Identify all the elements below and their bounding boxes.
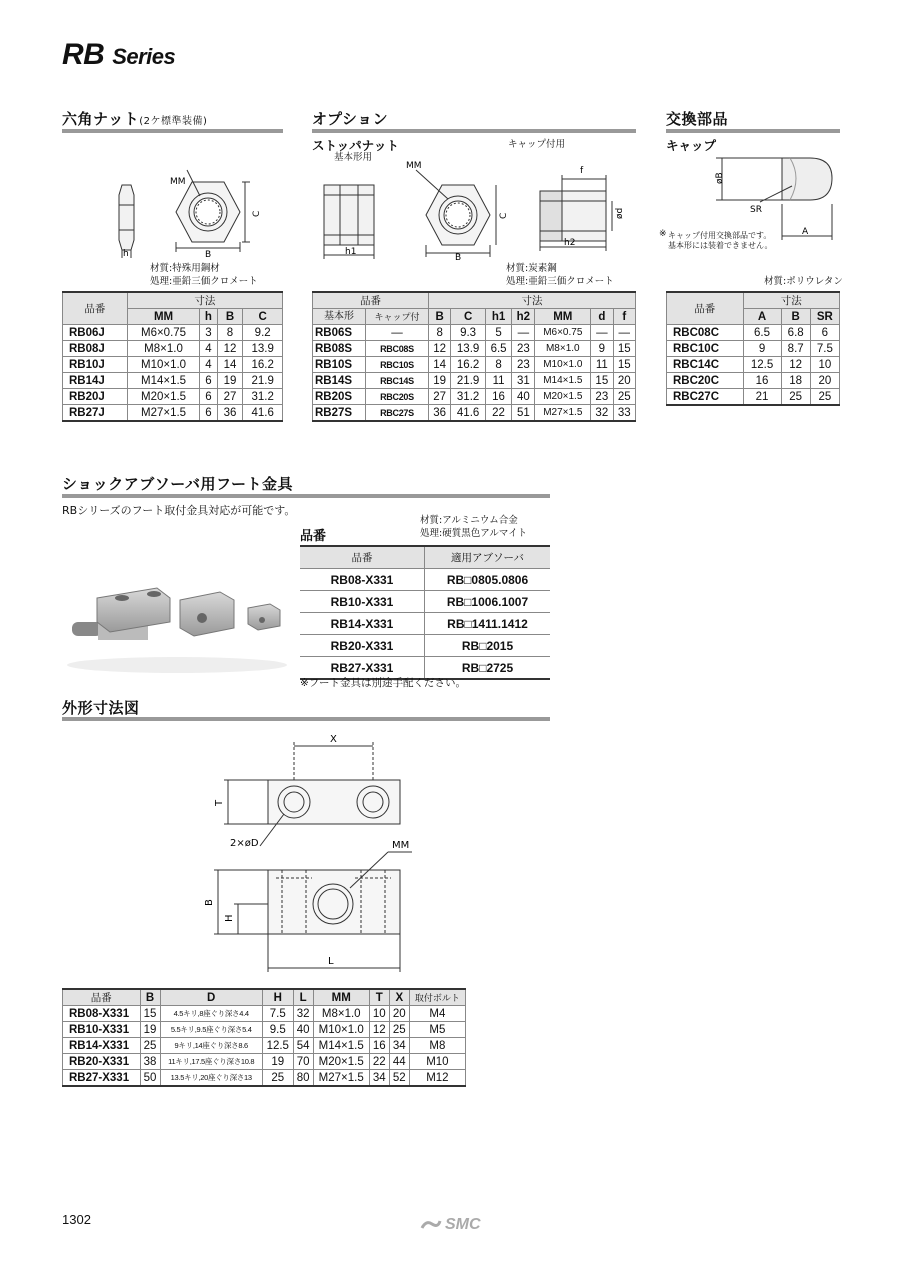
cell: 27 <box>217 389 243 405</box>
cap-col: B <box>781 309 810 325</box>
table-row <box>63 1054 466 1070</box>
cell: 33 <box>613 405 635 422</box>
mount-note: ※フート金具は別途手配ください。 <box>300 677 466 689</box>
stopper-label-f: f <box>580 166 584 176</box>
outline-col: X <box>389 989 409 1006</box>
cell: M10×1.0 <box>127 357 199 373</box>
cell: 38 <box>140 1054 160 1070</box>
stopper-label-c: C <box>499 212 509 219</box>
table-row <box>63 389 283 405</box>
cell: M27×1.5 <box>535 405 591 422</box>
part-number: RB08-X331 <box>63 1006 141 1022</box>
part-number: RB27S <box>313 405 366 422</box>
absorber-model: RB□0805.0806 <box>425 569 551 591</box>
options-heading-bar <box>312 129 636 133</box>
series-name: RB <box>62 38 105 71</box>
cell: 25 <box>810 389 839 406</box>
hex-nut-label-c: C <box>252 210 262 217</box>
cell: M20×1.5 <box>127 389 199 405</box>
cell: 25 <box>140 1038 160 1054</box>
outline-title: 外形寸法図 <box>62 699 140 717</box>
part-number: RB14-X331 <box>63 1038 141 1054</box>
cell: 15 <box>140 1006 160 1022</box>
cell: 18 <box>781 373 810 389</box>
table-row <box>63 325 283 341</box>
cell: 12.5 <box>743 357 781 373</box>
cell: 9 <box>743 341 781 357</box>
cell: — <box>591 325 613 341</box>
outline-label-t: T <box>214 799 225 806</box>
hex-nut-col-part: 品番 <box>63 292 128 325</box>
hex-nut-table <box>62 291 283 422</box>
cell: 32 <box>293 1006 313 1022</box>
part-number: RBC14C <box>667 357 744 373</box>
cell: 50 <box>140 1070 160 1087</box>
cell: 6 <box>200 405 217 422</box>
mount-col-absorber: 適用アブソーバ <box>425 546 551 569</box>
cell: 44 <box>389 1054 409 1070</box>
part-number: RB20-X331 <box>63 1054 141 1070</box>
cell: 31.2 <box>243 389 283 405</box>
smc-logo-icon <box>420 1218 442 1232</box>
part-number: RB27-X331 <box>300 657 425 680</box>
outline-col: MM <box>313 989 369 1006</box>
table-row <box>667 325 840 341</box>
cell: 40 <box>293 1022 313 1038</box>
part-number: RB08S <box>313 341 366 357</box>
cell: 7.5 <box>262 1006 293 1022</box>
cell: M5 <box>409 1022 465 1038</box>
cell: 23 <box>591 389 613 405</box>
cell: 16 <box>743 373 781 389</box>
part-number: RB10-X331 <box>300 591 425 613</box>
cell: M10×1.0 <box>313 1022 369 1038</box>
cap-part-number: RBC14S <box>365 373 428 389</box>
table-row <box>313 341 636 357</box>
cell: M20×1.5 <box>535 389 591 405</box>
stopper-col-cap: キャップ付 <box>365 309 428 325</box>
absorber-model: RB□1411.1412 <box>425 613 551 635</box>
mount-heading-bar <box>62 494 550 498</box>
cap-material: 材質:ポリウレタン <box>764 276 843 287</box>
cell: 23 <box>512 341 535 357</box>
part-number: RB14J <box>63 373 128 389</box>
cell: 9.2 <box>243 325 283 341</box>
hex-nut-label-b: B <box>205 250 212 260</box>
part-number: RB20S <box>313 389 366 405</box>
outline-label-h: H <box>224 914 235 922</box>
stopper-col: f <box>613 309 635 325</box>
cell: 51 <box>512 405 535 422</box>
part-number: RBC08C <box>667 325 744 341</box>
cell: 20 <box>613 373 635 389</box>
cap-part-number: RBC08S <box>365 341 428 357</box>
table-row <box>63 341 283 357</box>
table-row <box>63 357 283 373</box>
cell: M10 <box>409 1054 465 1070</box>
absorber-model: RB□2725 <box>425 657 551 680</box>
cell: 25 <box>262 1070 293 1087</box>
cell: 6 <box>810 325 839 341</box>
outline-label-b: B <box>204 899 215 906</box>
cap-note <box>668 231 772 251</box>
table-row <box>313 357 636 373</box>
cell: 23 <box>512 357 535 373</box>
cell: 36 <box>428 405 450 422</box>
replacement-subtitle: キャップ <box>666 138 717 153</box>
cap-note-line1: キャップ付用交換部品です。 <box>668 231 772 240</box>
cell: 8.7 <box>781 341 810 357</box>
part-number: RB08-X331 <box>300 569 425 591</box>
cell: 15 <box>591 373 613 389</box>
part-number: RB27-X331 <box>63 1070 141 1087</box>
cell: 14 <box>217 357 243 373</box>
stopper-col: h2 <box>512 309 535 325</box>
mount-table <box>300 545 550 680</box>
outline-col: D <box>160 989 262 1006</box>
outline-heading-bar <box>62 717 550 721</box>
cell: — <box>613 325 635 341</box>
cell: 34 <box>369 1070 389 1087</box>
outline-col: T <box>369 989 389 1006</box>
cap-col: A <box>743 309 781 325</box>
cell: 25 <box>389 1022 409 1038</box>
table-row <box>300 613 550 635</box>
cap-label-a: A <box>802 227 809 237</box>
cell: 22 <box>485 405 511 422</box>
cap-part-number: RBC27S <box>365 405 428 422</box>
cell: 21.9 <box>243 373 283 389</box>
part-number: RBC20C <box>667 373 744 389</box>
cell: 13.9 <box>243 341 283 357</box>
cell: 31 <box>512 373 535 389</box>
mount-treatment: 処理:硬質黒色アルマイト <box>420 528 528 539</box>
cap-col-dims: 寸法 <box>743 292 840 309</box>
cap-col-part: 品番 <box>667 292 744 325</box>
cell: — <box>512 325 535 341</box>
stopper-label-mm: MM <box>406 161 422 171</box>
part-number: RB20J <box>63 389 128 405</box>
part-number: RB27J <box>63 405 128 422</box>
table-row <box>63 373 283 389</box>
cell: 4 <box>200 341 217 357</box>
cell: 9.3 <box>451 325 485 341</box>
stopper-nut-drawing <box>312 155 636 265</box>
cell: 6 <box>200 373 217 389</box>
cell: 19 <box>428 373 450 389</box>
cell: 12 <box>369 1022 389 1038</box>
cell: M6×0.75 <box>127 325 199 341</box>
stopper-col: MM <box>535 309 591 325</box>
stopper-col: B <box>428 309 450 325</box>
hex-nut-col: B <box>217 309 243 325</box>
mount-title: ショックアブソーバ用フート金具 <box>62 475 294 493</box>
cell: 12 <box>217 341 243 357</box>
cell: 19 <box>140 1022 160 1038</box>
outline-col: L <box>293 989 313 1006</box>
cell: 12 <box>781 357 810 373</box>
part-number: RB10-X331 <box>63 1022 141 1038</box>
cell: 19 <box>217 373 243 389</box>
part-number: RB10J <box>63 357 128 373</box>
options-title: オプション <box>312 110 389 128</box>
hex-nut-col-dims: 寸法 <box>127 292 282 309</box>
cell: 52 <box>389 1070 409 1087</box>
cap-note-mark: ※ <box>659 229 667 239</box>
cell: 25 <box>613 389 635 405</box>
hex-nut-col: MM <box>127 309 199 325</box>
hex-nut-material: 材質:特殊用鋼材 <box>150 263 220 274</box>
cell: 25 <box>781 389 810 406</box>
smc-logo-text: SMC <box>445 1216 481 1233</box>
cell: 11 <box>591 357 613 373</box>
cell: 40 <box>512 389 535 405</box>
outline-label-l: L <box>328 956 334 967</box>
hex-nut-col: C <box>243 309 283 325</box>
stopper-col: h1 <box>485 309 511 325</box>
hex-nut-heading <box>62 108 207 129</box>
cell: M27×1.5 <box>127 405 199 422</box>
cell: M8 <box>409 1038 465 1054</box>
cell: 10 <box>369 1006 389 1022</box>
cell: 15 <box>613 357 635 373</box>
mount-part-title: 品番 <box>300 529 327 544</box>
cell: 11 <box>485 373 511 389</box>
cell: M10×1.0 <box>535 357 591 373</box>
outline-col: 品番 <box>63 989 141 1006</box>
cell: M14×1.5 <box>313 1038 369 1054</box>
stopper-label-h2: h2 <box>564 238 576 248</box>
hex-nut-title-note: (2ケ標準装備) <box>139 116 208 127</box>
cell: 5 <box>485 325 511 341</box>
cell: — <box>365 325 428 341</box>
mount-col-part: 品番 <box>300 546 425 569</box>
outline-table <box>62 988 466 1087</box>
replacement-heading-bar <box>666 129 840 133</box>
options-material: 材質:炭素鋼 <box>506 263 557 274</box>
options-subtitle: ストッパナット <box>312 138 399 153</box>
table-row <box>300 569 550 591</box>
mount-material: 材質:アルミニウム合金 <box>420 515 518 526</box>
cell: 5.5キリ,9.5座ぐり深さ5.4 <box>160 1022 262 1038</box>
table-row <box>313 373 636 389</box>
table-row <box>667 373 840 389</box>
hex-nut-col: h <box>200 309 217 325</box>
cell: 12 <box>428 341 450 357</box>
cell: 12.5 <box>262 1038 293 1054</box>
table-row <box>63 1070 466 1087</box>
series-suffix: Series <box>112 44 176 69</box>
outline-label-mm: MM <box>392 840 410 851</box>
table-row <box>313 325 636 341</box>
cell: M8×1.0 <box>313 1006 369 1022</box>
replacement-title: 交換部品 <box>666 110 729 128</box>
absorber-model: RB□1006.1007 <box>425 591 551 613</box>
table-row <box>667 389 840 406</box>
cap-part-number: RBC10S <box>365 357 428 373</box>
cell: 9.5 <box>262 1022 293 1038</box>
options-basic-label: 基本形用 <box>334 152 373 163</box>
part-number: RB10S <box>313 357 366 373</box>
cap-note-line2: 基本形には装着できません。 <box>668 241 773 250</box>
cell: 41.6 <box>243 405 283 422</box>
cell: 32 <box>591 405 613 422</box>
cell: 11キリ,17.5座ぐり深さ10.8 <box>160 1054 262 1070</box>
table-row <box>63 1022 466 1038</box>
cell: M14×1.5 <box>127 373 199 389</box>
cell: 7.5 <box>810 341 839 357</box>
hex-nut-drawing <box>100 160 285 260</box>
stopper-label-h1: h1 <box>345 247 357 257</box>
cell: 41.6 <box>451 405 485 422</box>
cap-label-b: øB <box>715 172 725 184</box>
options-treatment: 処理:亜鉛三価クロメート <box>506 276 614 287</box>
outline-col: 取付ボルト <box>409 989 465 1006</box>
hex-nut-label-mm: MM <box>170 177 186 187</box>
outline-drawing <box>200 728 440 978</box>
table-row <box>313 389 636 405</box>
cell: 9キリ,14座ぐり深さ8.6 <box>160 1038 262 1054</box>
cell: M8×1.0 <box>127 341 199 357</box>
series-title <box>62 38 175 72</box>
cell: M8×1.0 <box>535 341 591 357</box>
cell: 8 <box>428 325 450 341</box>
table-row <box>300 591 550 613</box>
cell: 20 <box>810 373 839 389</box>
cell: 4 <box>200 357 217 373</box>
mount-description: RBシリーズのフート取付金具対応が可能です。 <box>62 504 296 517</box>
part-number: RB14-X331 <box>300 613 425 635</box>
cell: 80 <box>293 1070 313 1087</box>
cap-part-number: RBC20S <box>365 389 428 405</box>
table-row <box>300 635 550 657</box>
cell: 16 <box>369 1038 389 1054</box>
stopper-col: d <box>591 309 613 325</box>
cap-label-sr: SR <box>750 205 762 215</box>
table-row <box>63 1038 466 1054</box>
table-row <box>63 1006 466 1022</box>
cell: M20×1.5 <box>313 1054 369 1070</box>
table-row <box>63 405 283 422</box>
part-number: RBC10C <box>667 341 744 357</box>
cell: M6×0.75 <box>535 325 591 341</box>
cell: 20 <box>389 1006 409 1022</box>
stopper-col-dims: 寸法 <box>428 292 635 309</box>
stopper-label-b: B <box>455 253 462 263</box>
part-number: RB06S <box>313 325 366 341</box>
cell: 14 <box>428 357 450 373</box>
mount-product-photo <box>62 570 292 680</box>
cell: 6.5 <box>743 325 781 341</box>
page-number: 1302 <box>62 1212 91 1227</box>
hex-nut-heading-bar <box>62 129 283 133</box>
part-number: RB20-X331 <box>300 635 425 657</box>
cell: M14×1.5 <box>535 373 591 389</box>
part-number: RB06J <box>63 325 128 341</box>
cell: 6 <box>200 389 217 405</box>
cap-table <box>666 291 840 406</box>
cell: 15 <box>613 341 635 357</box>
stopper-col-part: 品番 <box>313 292 429 309</box>
cell: 21.9 <box>451 373 485 389</box>
cell: 13.9 <box>451 341 485 357</box>
cell: 36 <box>217 405 243 422</box>
cap-col: SR <box>810 309 839 325</box>
part-number: RBC27C <box>667 389 744 406</box>
stopper-col-basic: 基本形 <box>313 309 366 325</box>
cell: 34 <box>389 1038 409 1054</box>
table-row <box>667 357 840 373</box>
cell: 54 <box>293 1038 313 1054</box>
options-cap-label: キャップ付用 <box>508 139 566 150</box>
smc-logo <box>420 1216 481 1234</box>
hex-nut-title: 六角ナット <box>62 110 140 128</box>
outline-col: H <box>262 989 293 1006</box>
cell: 3 <box>200 325 217 341</box>
part-number: RB08J <box>63 341 128 357</box>
cell: 9 <box>591 341 613 357</box>
outline-label-d: 2×øD <box>230 838 259 849</box>
absorber-model: RB□2015 <box>425 635 551 657</box>
cell: M27×1.5 <box>313 1070 369 1087</box>
cell: 16 <box>485 389 511 405</box>
outline-label-x: X <box>330 734 337 745</box>
cell: M4 <box>409 1006 465 1022</box>
cell: 31.2 <box>451 389 485 405</box>
cell: 8 <box>217 325 243 341</box>
cell: M12 <box>409 1070 465 1087</box>
cell: 6.5 <box>485 341 511 357</box>
hex-nut-label-h: h <box>123 249 129 259</box>
stopper-col: C <box>451 309 485 325</box>
cell: 13.5キリ,20座ぐり深さ13 <box>160 1070 262 1087</box>
hex-nut-treatment: 処理:亜鉛三価クロメート <box>150 276 258 287</box>
stopper-label-d: ød <box>615 207 625 219</box>
cell: 16.2 <box>451 357 485 373</box>
cell: 70 <box>293 1054 313 1070</box>
outline-col: B <box>140 989 160 1006</box>
table-row <box>313 405 636 422</box>
cell: 22 <box>369 1054 389 1070</box>
cell: 10 <box>810 357 839 373</box>
stopper-nut-table <box>312 291 636 422</box>
cell: 6.8 <box>781 325 810 341</box>
cell: 27 <box>428 389 450 405</box>
table-row <box>667 341 840 357</box>
cell: 8 <box>485 357 511 373</box>
cell: 21 <box>743 389 781 406</box>
part-number: RB14S <box>313 373 366 389</box>
cell: 4.5キリ,8座ぐり深さ4.4 <box>160 1006 262 1022</box>
cell: 16.2 <box>243 357 283 373</box>
cell: 19 <box>262 1054 293 1070</box>
